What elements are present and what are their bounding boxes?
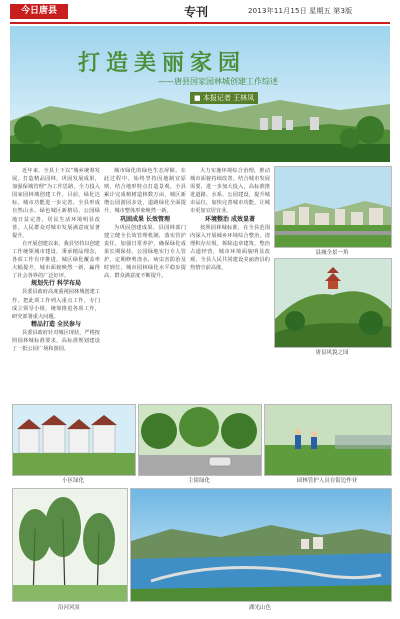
paragraph: 城市绿化的绿色生态屏障。在此过程中，始终坚持因地制宜原则，结合地形特点打造景观。全县累计完成植树造林数万亩，城区新增公园游园多处，道路绿化全面提升，城市整体形象焕然一新。 [104, 168, 186, 215]
caption-city: 县城全景一角 [315, 250, 349, 256]
byline: ■ 本报记者 王林凤 [190, 92, 258, 104]
paragraph: 按照园林城标准，在全县范围内深入开展城乡环境综合整治，清理积存垃圾，拆除违章建筑，整治占道经营，城市环境面貌明显改观，全县人民共同建设美丽唐县的热情空前高涨。 [190, 224, 270, 272]
subheading: 巩固成果 长效管理 [119, 215, 171, 223]
hero-title: 打造美丽家园 [78, 50, 247, 76]
paragraph: 自开展创建以来，我县坚持以创建工作统领城市建设，秉承精品理念，各项工作有序推进，城区绿化覆盖率大幅提升，城市面貌焕然一新，赢得了社会各界的广泛好评。 [12, 240, 100, 280]
caption-houses: 小区绿化 [61, 478, 84, 484]
paragraph: 县委县政府高度重视园林城创建工作，把此项工作列入重点工作，专门成立领导小组，统筹推进各项工作，研究部署重大问题。 [12, 289, 100, 320]
article-column-1 [12, 167, 100, 395]
paragraph: 近年来，全县上下以“城乡统筹发展，打造精品园林，巩固发展成果，加强保城管理”为工作思路，全力投入国家园林城创建工作。目前，绿化达标，城市功能进一步完善，全县形成自然山水、绿色城区新格局，公园绿地日益完善，居民生活环境明显改善，人民群众对城市发展满意度显著提升。 [12, 168, 100, 239]
photo-city [274, 166, 392, 248]
subheading: 精品打造 全民参与 [30, 320, 82, 328]
header-rule [10, 22, 390, 24]
caption-street: 主街绿化 [187, 478, 210, 484]
subheading: 环境整治 成效显著 [204, 215, 256, 223]
photo-trees [12, 488, 128, 602]
paragraph: 为巩固创建成果，县园林部门建立健全长效管理机制，落实管护责任，加强日常养护，确保绿化成果长期保持。公园绿地实行专人管护，定期修剪浇水，病虫害防治及时到位，城市园林绿化水平稳步提高，群众满意度不断提升。 [104, 224, 186, 280]
caption-trees: 沿河风景 [57, 605, 80, 611]
masthead-logo: 今日唐县 [10, 4, 68, 19]
photo-street [138, 404, 262, 476]
paragraph: 大力实施环境综合治理，推动城市面貌持续改善。结合城市发展需要，进一步加大投入，高标准推进道路、水系、公园建设，提升城市品位，加快完善城市功能，让城市更加宜居宜业。 [190, 168, 270, 215]
caption-lake: 湖光山色 [248, 605, 271, 611]
paragraph: 县委县政府针对城区现状，严格按照园林城标准要求，高标准规划建设了一批公园广场和游园。 [12, 329, 100, 353]
photo-pavilion [274, 258, 392, 348]
article-column-3 [190, 167, 270, 395]
photo-workers [264, 404, 392, 476]
photo-houses [12, 404, 136, 476]
caption-pavilion: 唐县风貌之园 [315, 350, 349, 356]
caption-workers: 园林管护人员在街边作业 [296, 478, 358, 484]
article-column-2 [104, 167, 186, 395]
hero-subtitle: ——唐县国家园林城创建工作综述 [158, 77, 278, 86]
subheading: 规划先行 科学布局 [30, 280, 82, 288]
section-title: 专刊 [184, 5, 209, 19]
issue-date: 2013年11月15日 星期五 第3版 [248, 7, 353, 15]
photo-lake [130, 488, 392, 602]
